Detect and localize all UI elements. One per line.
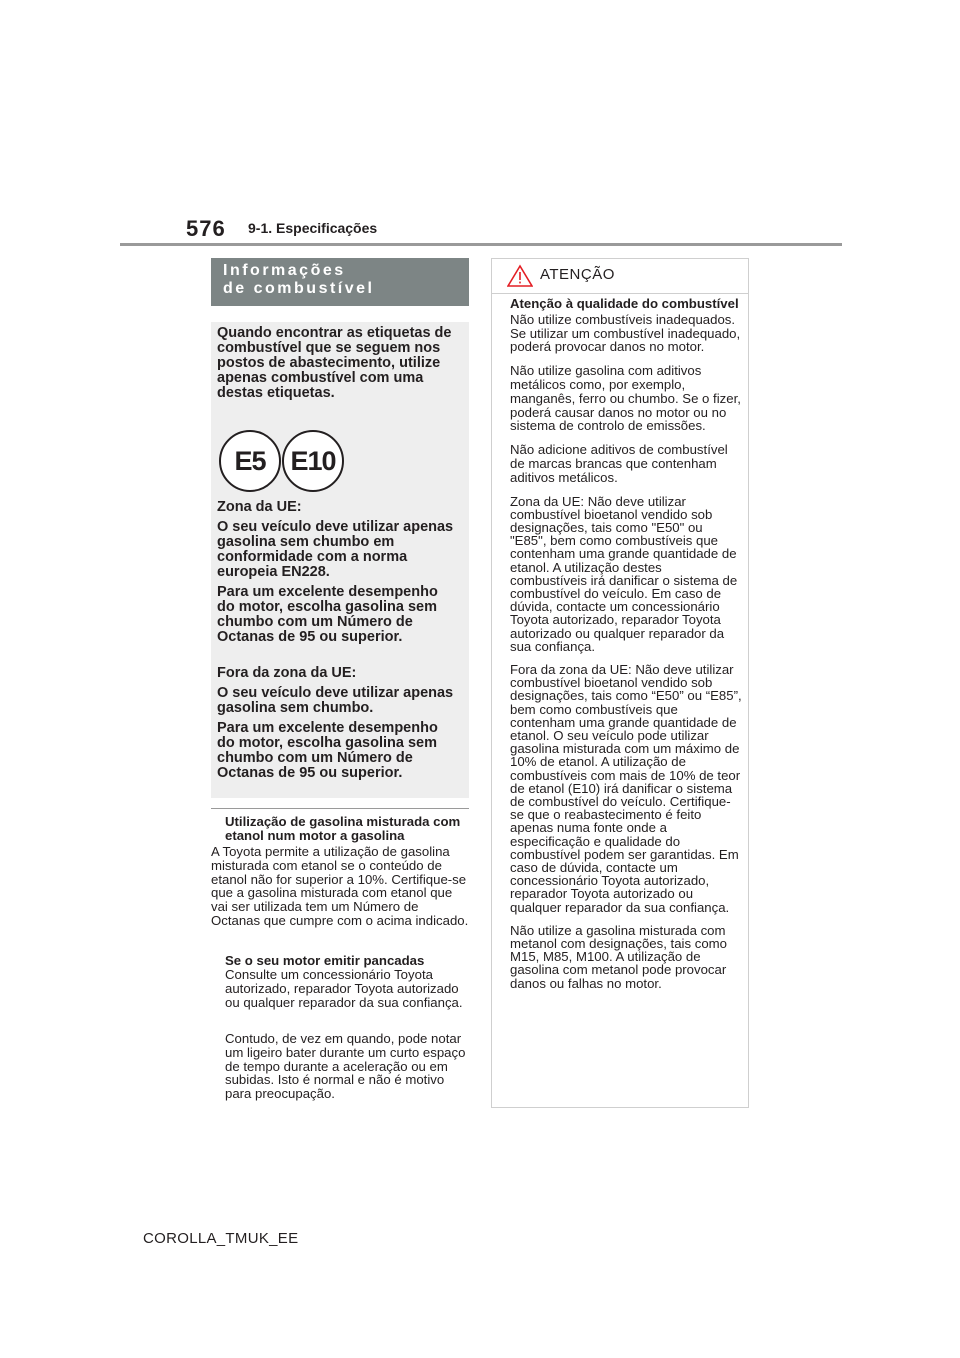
page-number: 576 bbox=[186, 216, 226, 241]
non-eu-zone-text-2: Para um excelente desempenho do motor, escolha gasolina sem chumbo com um Número de Octanas de 95 ou superior. bbox=[217, 720, 438, 781]
eu-zone-heading: Zona da UE: bbox=[217, 499, 302, 515]
section-title: 9-1. Especificações bbox=[248, 220, 378, 236]
e5-label-icon: E5 bbox=[219, 430, 281, 492]
non-eu-zone-text-1: O seu veículo deve utilizar apenas gasolina sem chumbo. bbox=[217, 685, 454, 716]
warning-paragraph-4: Zona da UE: Não deve utilizar combustível bioetanol vendido sob designações, tais como "E50" ou "E85", bem como combustíveis que contenham uma grande quantidade de etanol. A utilização destes combustíveis irá danificar o sistema de combustível do veículo. Em caso de dúvida, contacte um concessionário Toyota autorizado, reparador Toyota autorizado ou qualquer reparador da sua confiança. bbox=[510, 493, 738, 654]
warning-box bbox=[491, 258, 749, 1108]
e10-label-icon: E10 bbox=[282, 430, 344, 492]
eu-zone-block bbox=[217, 500, 457, 650]
ethanol-heading: Utilização de gasolina misturada com etanol num motor a gasolina bbox=[225, 814, 461, 843]
warning-header-rule bbox=[492, 293, 748, 294]
warning-paragraph-2: Não utilize gasolina com aditivos metálicos como, por exemplo, manganês, ferro ou chumbo. Se o fizer, poderá causar danos no motor ou no sistema de controlo de emissões. bbox=[510, 363, 741, 434]
non-eu-zone-block bbox=[217, 666, 457, 786]
warning-paragraph-3: Não adicione aditivos de combustível de marcas brancas que contenham aditivos metálicos. bbox=[510, 442, 728, 485]
warning-heading: Atenção à qualidade do combustível bbox=[510, 296, 739, 311]
fuel-info-box bbox=[211, 322, 469, 798]
non-eu-zone-heading: Fora da zona da UE: bbox=[217, 665, 357, 681]
eu-zone-text-1: O seu veículo deve utilizar apenas gasolina sem chumbo em conformidade com a norma europeia EN228. bbox=[217, 519, 454, 580]
fuel-info-title-line1: Informações bbox=[223, 262, 346, 279]
warning-paragraph-6: Não utilize a gasolina misturada com metanol com designações, tais como M15, M85, M100. A utilização de gasolina com metanol pode provocar danos ou falhas no motor. bbox=[510, 922, 727, 991]
knocking-heading: Se o seu motor emitir pancadas bbox=[225, 953, 425, 968]
fuel-info-header bbox=[211, 258, 469, 306]
warning-paragraph-1: Não utilize combustíveis inadequados. Se utilizar um combustível inadequado, poderá provocar danos no motor. bbox=[510, 311, 741, 355]
knocking-paragraph-2: Contudo, de vez em quando, pode notar um ligeiro bater durante um curto espaço de tempo durante a aceleração ou em subidas. Isto é normal e não é motivo para preocupação. bbox=[225, 1031, 466, 1102]
warning-content bbox=[510, 297, 742, 1000]
eu-zone-text-2: Para um excelente desempenho do motor, escolha gasolina sem chumbo com um Número de Octanas de 95 ou superior. bbox=[217, 584, 438, 645]
fuel-intro: Quando encontrar as etiquetas de combustível que se seguem nos postos de abastecimento, utilize apenas combustível com uma destas etiquetas. bbox=[217, 325, 452, 401]
knocking-paragraph-1: Consulte um concessionário Toyota autorizado, reparador Toyota autorizado ou qualquer reparador da sua confiança. bbox=[225, 967, 463, 1010]
fuel-info-title-line2: de combustível bbox=[223, 280, 375, 297]
footer-code: COROLLA_TMUK_EE bbox=[143, 1230, 299, 1247]
ethanol-paragraph: A Toyota permite a utilização de gasolina misturada com etanol se o conteúdo de etanol não for superior a 10%. Certifique-se que a gasolina misturada com etanol que vai ser utilizada tem um Número de Octanas que cumpre com o acima indicado. bbox=[211, 844, 469, 928]
warning-paragraph-5: Fora da zona da UE: Não deve utilizar combustível bioetanol vendido sob designações, tais como “E50” ou “E85”, bem como combustíveis que contenham uma grande quantidade de etanol. O seu veículo pode utilizar gasolina misturada com um máximo de 10% de etanol. A utilização de combustíveis com mais de 10% de teor de etanol (E10) irá danificar o sistema de combustível do veículo. Certifique-se que o reabastecimento é feito apenas numa fonte onde a especificação e qualidade do combustível podem ser garantidas. Em caso de dúvida, contacte um concessionário Toyota autorizado, reparador Toyota autorizado ou qualquer reparador da sua confiança. bbox=[510, 662, 742, 915]
warning-triangle-icon bbox=[507, 264, 533, 288]
warning-title: ATENÇÃO bbox=[540, 266, 615, 283]
divider bbox=[211, 808, 469, 809]
header-rule bbox=[120, 243, 842, 246]
fuel-labels bbox=[219, 430, 369, 486]
